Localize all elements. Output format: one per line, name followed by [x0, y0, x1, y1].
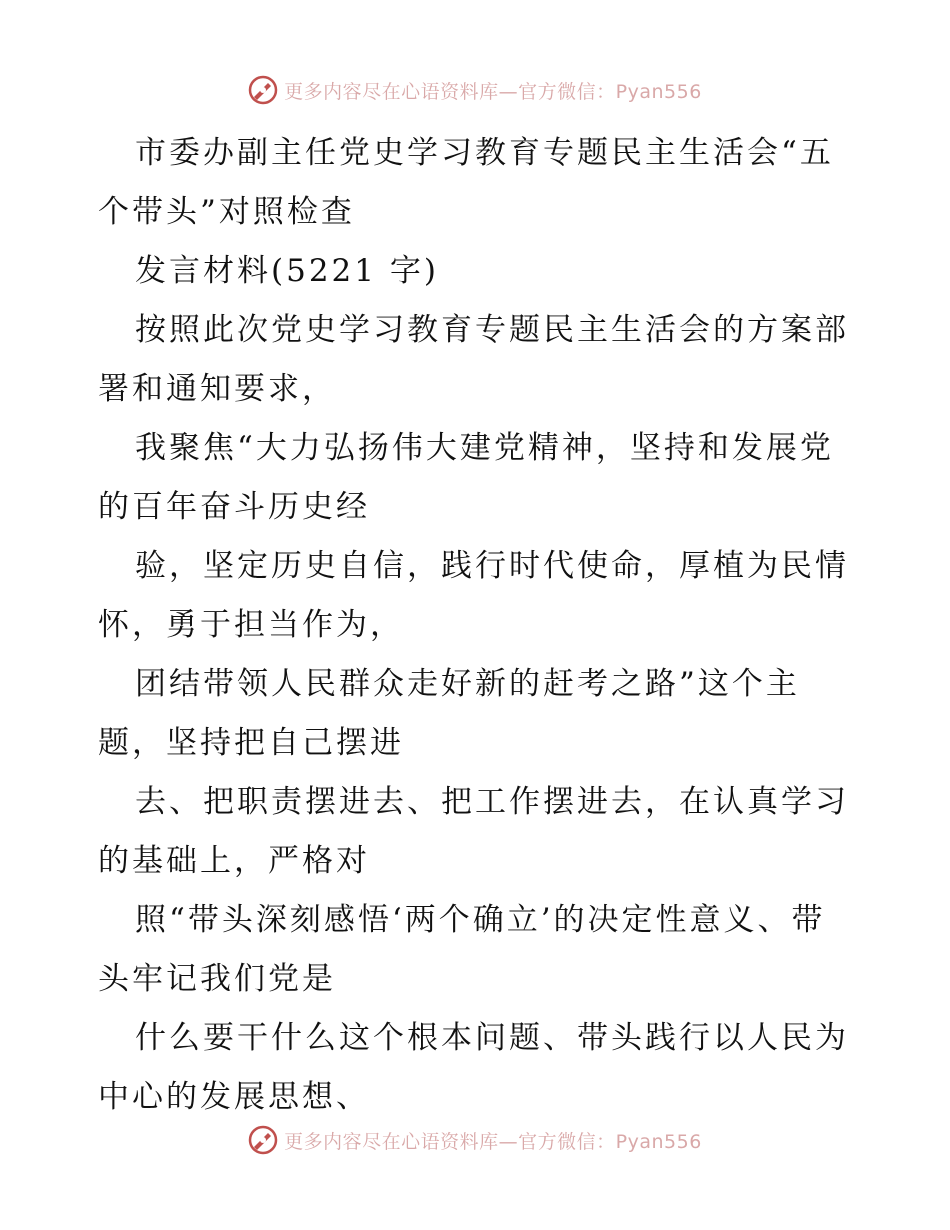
- body-paragraph: 团结带领人民群众走好新的赶考之路”这个主题，坚持把自己摆进: [98, 666, 800, 761]
- header-watermark-text: 更多内容尽在心语资料库—官方微信：Pyan556: [284, 80, 702, 103]
- pen-logo-icon: [248, 1125, 278, 1155]
- footer-watermark: [0, 1122, 950, 1158]
- body-paragraph: 我聚焦“大力弘扬伟大建党精神，坚持和发展党的百年奋斗历史经: [98, 430, 834, 525]
- pen-logo-icon: [248, 75, 278, 105]
- footer-watermark-text: 更多内容尽在心语资料库—官方微信：Pyan556: [284, 1130, 702, 1153]
- body-paragraph: 什么要干什么这个根本问题、带头践行以人民为中心的发展思想、: [98, 1020, 849, 1115]
- document-subtitle: 发言材料(5221 字): [135, 253, 439, 289]
- body-paragraph: 照“带头深刻感悟‘两个确立’的决定性意义、带头牢记我们党是: [98, 902, 826, 997]
- body-paragraph: 去、把职责摆进去、把工作摆进去，在认真学习的基础上，严格对: [98, 784, 849, 879]
- body-paragraph: 验，坚定历史自信，践行时代使命，厚植为民情怀，勇于担当作为，: [98, 548, 849, 643]
- document-title: 市委办副主任党史学习教育专题民主生活会“五个带头”对照检查: [98, 135, 834, 230]
- document-body: [98, 124, 858, 1127]
- body-paragraph: 按照此次党史学习教育专题民主生活会的方案部署和通知要求，: [98, 312, 849, 407]
- header-watermark: [0, 72, 950, 108]
